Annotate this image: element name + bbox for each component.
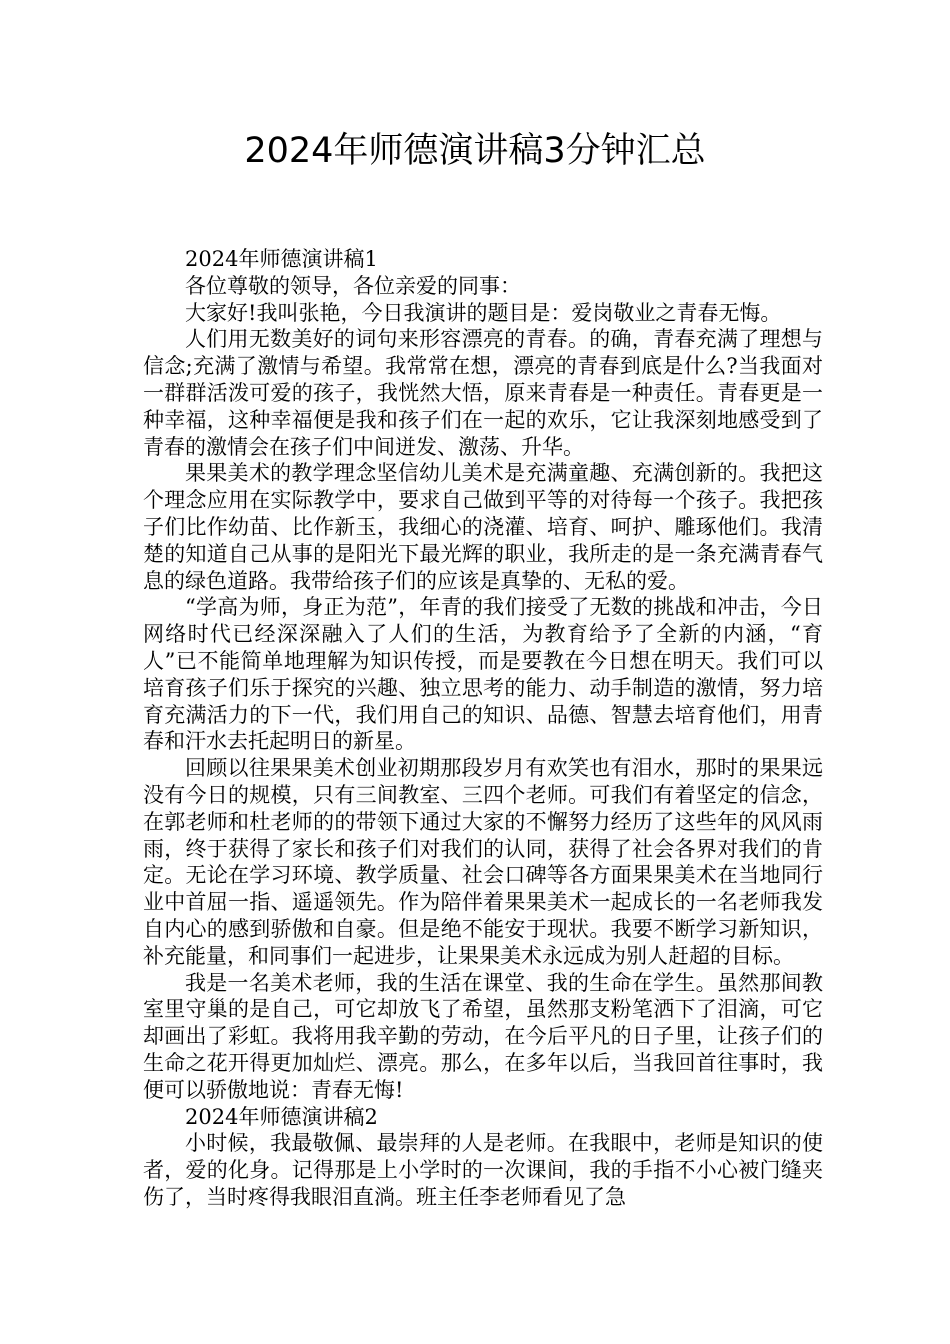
paragraph: 我是一名美术老师，我的生活在课堂、我的生命在学生。虽然那间教室里守巢的是自己，可它却放飞了希望，虽然那支粉笔洒下了泪滴，可它却画出了彩虹。我将用我辛勤的劳动，在今后平凡的日子里，让孩子们的生命之花开得更加灿烂、漂亮。那么，在多年以后，当我回首往事时，我便可以骄傲地说：青春无悔! [143, 970, 823, 1102]
paragraph: “学高为师，身正为范”，年青的我们接受了无数的挑战和冲击，今日网络时代已经深深融入了人们的生活，为教育给予了全新的内涵，“育人”已不能简单地理解为知识传授，而是要教在今日想在明天。我们可以培育孩子们乐于探究的兴趣、独立思考的能力、动手制造的激情，努力培育充满活力的下一代，我们用自己的知识、品德、智慧去培育他们，用青春和汗水去托起明日的新星。 [143, 595, 823, 754]
section-heading: 2024年师德演讲稿2 [185, 1104, 378, 1129]
paragraph: 果果美术的教学理念坚信幼儿美术是充满童趣、充满创新的。我把这个理念应用在实际教学中，要求自己做到平等的对待每一个孩子。我把孩子们比作幼苗、比作新玉，我细心的浇灌、培育、呵护、雕琢他们。我清楚的知道自己从事的是阳光下最光辉的职业，我所走的是一条充满青春气息的绿色道路。我带给孩子们的应该是真挚的、无私的爱。 [143, 461, 823, 593]
paragraph: 回顾以往果果美术创业初期那段岁月有欢笑也有泪水，那时的果果远没有今日的规模，只有三间教室、三四个老师。可我们有着坚定的信念，在郭老师和杜老师的的带领下通过大家的不懈努力经历了这些年的风风雨雨，终于获得了家长和孩子们对我们的认同，获得了社会各界对我们的肯定。无论在学习环境、教学质量、社会口碑等各方面果果美术在当地同行业中首屈一指、遥遥领先。作为陪伴着果果美术一起成长的一名老师我发自内心的感到骄傲和自豪。但是绝不能安于现状。我要不断学习新知识，补充能量，和同事们一起进步，让果果美术永远成为别人赶超的目标。 [143, 756, 823, 968]
paragraph: 人们用无数美好的词句来形容漂亮的青春。的确，青春充满了理想与信念;充满了激情与希望。我常常在想，漂亮的青春到底是什么?当我面对一群群活泼可爱的孩子，我恍然大悟，原来青春是一种责任。青春更是一种幸福，这种幸福便是我和孩子们在一起的欢乐，它让我深刻地感受到了青春的激情会在孩子们中间迸发、激荡、升华。 [143, 327, 823, 459]
salutation: 各位尊敬的领导，各位亲爱的同事： [185, 273, 521, 298]
document-title: 2024年师德演讲稿3分钟汇总 [244, 131, 706, 171]
section-heading: 2024年师德演讲稿1 [185, 247, 378, 271]
document-body [143, 246, 823, 1211]
paragraph: 小时候，我最敬佩、最崇拜的人是老师。在我眼中，老师是知识的使者，爱的化身。记得那是上小学时的一次课间，我的手指不小心被门缝夹伤了，当时疼得我眼泪直淌。班主任李老师看见了急 [143, 1131, 823, 1209]
paragraph: 大家好!我叫张艳，今日我演讲的题目是：爱岗敬业之青春无悔。 [185, 300, 782, 325]
